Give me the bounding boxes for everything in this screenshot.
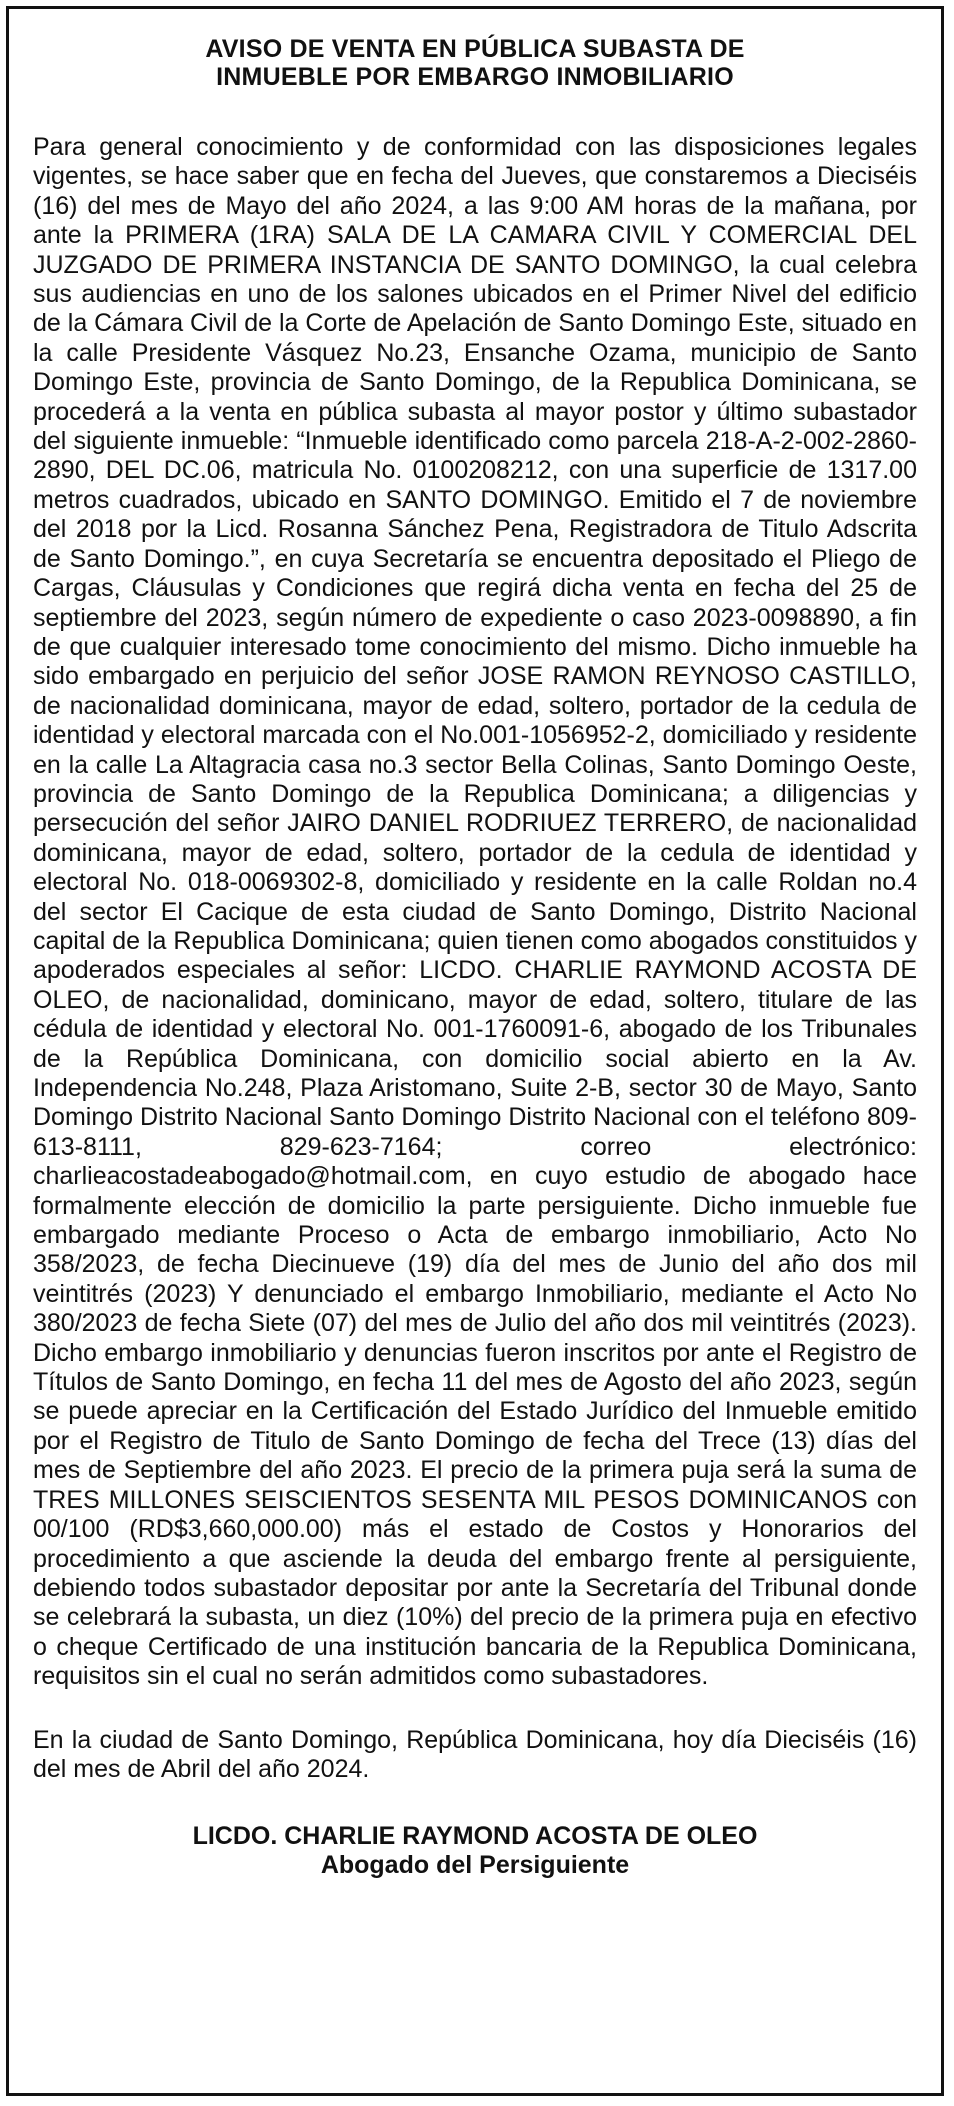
notice-title [33,35,917,91]
notice-frame [6,6,944,2096]
signature-name: LICDO. CHARLIE RAYMOND ACOSTA DE OLEO [192,1822,758,1851]
notice-closing: En la ciudad de Santo Domingo, República Dominicana, hoy día Dieciséis (16) del mes de Abril del año 2024. [33,1725,917,1783]
notice-title-line-2: INMUEBLE POR EMBARGO INMOBILIARIO [216,63,734,91]
signature-block [33,1822,917,1880]
notice-title-line-1: AVISO DE VENTA EN PÚBLICA SUBASTA DE [205,35,745,63]
signature-role: Abogado del Persiguiente [320,1851,630,1880]
notice-body: Para general conocimiento y de conformidad con las disposiciones legales vigentes, se hace saber que en fecha del Jueves, que constaremos a Dieciséis (16) del mes de Mayo del año 2024, a las 9:00 AM horas de la mañana, por ante la PRIMERA (1RA) SALA DE LA CAMARA CIVIL Y COMERCIAL DEL JUZGADO DE PRIMERA INSTANCIA DE SANTO DOMINGO, la cual celebra sus audiencias en uno de los salones ubicados en el Primer Nivel del edificio de la Cámara Civil de la Corte de Apelación de Santo Domingo Este, situado en la calle Presidente Vásquez No.23, Ensanche Ozama, municipio de Santo Domingo Este, provincia de Santo Domingo, de la Republica Dominicana, se procederá a la venta en pública subasta al mayor postor y último subastador del siguiente inmueble: “Inmueble identificado como parcela 218-A-2-002-2860-2890, DEL DC.06, matricula No. 0100208212, con una superficie de 1317.00 metros cuadrados, ubicado en SANTO DOMINGO. Emitido el 7 de noviembre del 2018 por la Licd. Rosanna Sánchez Pena, Registradora de Titulo Adscrita de Santo Domingo.”, en cuya Secretaría se encuentra depositado el Pliego de Cargas, Cláusulas y Condiciones que regirá dicha venta en fecha del 25 de septiembre del 2023, según número de expediente o caso 2023-0098890, a fin de que cualquier interesado tome conocimiento del mismo. Dicho inmueble ha sido embargado en perjuicio del señor JOSE RAMON REYNOSO CASTILLO, de nacionalidad dominicana, mayor de edad, soltero, portador de la cedula de identidad y electoral marcada con el No.001-1056952-2, domiciliado y residente en la calle La Altagracia casa no.3 sector Bella Colinas, Santo Domingo Oeste, provincia de Santo Domingo de la Republica Dominicana; a diligencias y persecución del señor JAIRO DANIEL RODRIUEZ TERRERO, de nacionalidad dominicana, mayor de edad, soltero, portador de la cedula de identidad y electoral No. 018-0069302-8, domiciliado y residente en la calle Roldan no.4 del sector El Cacique de esta ciudad de Santo Domingo, Distrito Nacional capital de la Republica Dominicana; quien tienen como abogados constituidos y apoderados especiales al señor: LICDO. CHARLIE RAYMOND ACOSTA DE OLEO, de nacionalidad, dominicano, mayor de edad, soltero, titulare de las cédula de identidad y electoral No. 001-1760091-6, abogado de los Tribunales de la República Dominicana, con domicilio social abierto en la Av. Independencia No.248, Plaza Aristomano, Suite 2-B, sector 30 de Mayo, Santo Domingo Distrito Nacional Santo Domingo Distrito Nacional con el teléfono 809-613-8111, 829-623-7164; correo electrónico: charlieacostadeabogado@hotmail.com, en cuyo estudio de abogado hace formalmente elección de domicilio la parte persiguiente. Dicho inmueble fue embargado mediante Proceso o Acta de embargo inmobiliario, Acto No 358/2023, de fecha Diecinueve (19) día del mes de Junio del año dos mil veintitrés (2023) Y denunciado el embargo Inmobiliario, mediante el Acto No 380/2023 de fecha Siete (07) del mes de Julio del año dos mil veintitrés (2023). Dicho embargo inmobiliario y denuncias fueron inscritos por ante el Registro de Títulos de Santo Domingo, en fecha 11 del mes de Agosto del año 2023, según se puede apreciar en la Certificación del Estado Jurídico del Inmueble emitido por el Registro de Titulo de Santo Domingo de fecha del Trece (13) días del mes de Septiembre del año 2023. El precio de la primera puja será la suma de TRES MILLONES SEISCIENTOS SESENTA MIL PESOS DOMINICANOS con 00/100 (RD$3,660,000.00) más el estado de Costos y Honorarios del procedimiento a que asciende la deuda del embargo frente al persiguiente, debiendo todos subastador depositar por ante la Secretaría del Tribunal donde se celebrará la subasta, un diez (10%) del precio de la primera puja en efectivo o cheque Certificado de una institución bancaria de la Republica Dominicana, requisitos sin el cual no serán admitidos como subastadores. [33,133,917,1691]
notice-content [33,35,917,1880]
